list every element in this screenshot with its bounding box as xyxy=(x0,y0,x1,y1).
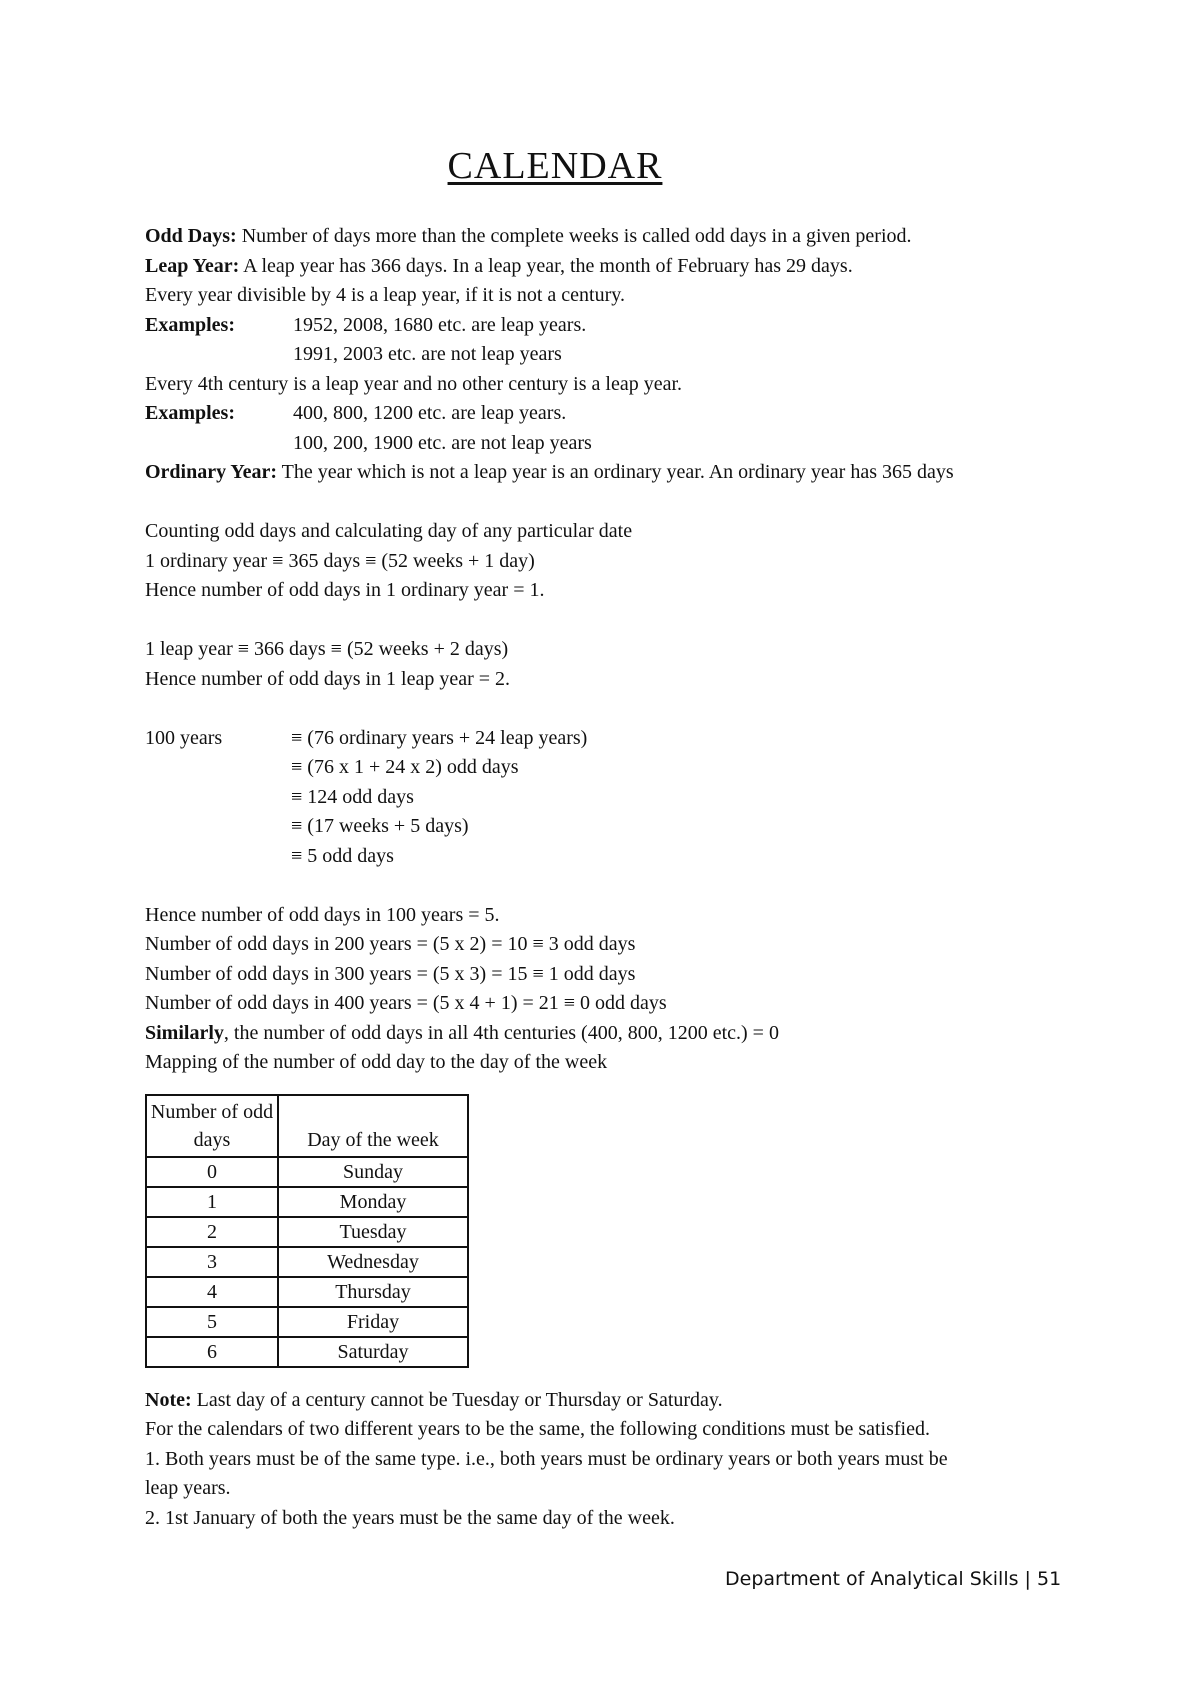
ordinary-year-label: Ordinary Year: xyxy=(145,461,278,483)
note-text: Last day of a century cannot be Tuesday or Thursday or Saturday. xyxy=(191,1388,723,1411)
odd-days-definition xyxy=(145,222,1105,252)
ordinary-year-text: The year which is not a leap year is an ordinary year. An ordinary year has 365 days xyxy=(277,461,954,483)
column-header-odd-days: Number of odd days xyxy=(146,1095,278,1157)
leap-rule-1: Every year divisible by 4 is a leap year, if it is not a century. xyxy=(145,284,625,306)
ordinary-year-equation: 1 ordinary year ≡ 365 days ≡ (52 weeks + 1 day) xyxy=(145,549,535,572)
table-header-row xyxy=(146,1095,468,1157)
leap-year-label: Leap Year: xyxy=(145,254,240,277)
odd-days-cell: 6 xyxy=(146,1337,278,1367)
century-step xyxy=(145,783,1105,813)
century-step-text: ≡ (17 weeks + 5 days) xyxy=(291,815,469,837)
mapping-intro: Mapping of the number of odd day to the day of the week xyxy=(145,1051,608,1073)
examples-text: 100, 200, 1900 etc. are not leap years xyxy=(293,431,592,454)
leap-year-definition xyxy=(145,252,1105,282)
century-step-text: ≡ (76 x 1 + 24 x 2) odd days xyxy=(291,756,519,778)
leap-year-equation: 1 leap year ≡ 366 days ≡ (52 weeks + 2 days) xyxy=(145,638,509,660)
page-footer: Department of Analytical Skills | 51 xyxy=(725,1568,1062,1590)
column-header-day: Day of the week xyxy=(278,1095,468,1157)
century-step-text: ≡ 124 odd days xyxy=(291,785,414,808)
odd-days-cell: 3 xyxy=(146,1247,278,1277)
odd-days-label: Odd Days: xyxy=(145,225,237,247)
day-cell: Monday xyxy=(278,1187,468,1217)
century-step xyxy=(145,724,1105,754)
odd-days-cell: 0 xyxy=(146,1157,278,1187)
condition-intro: For the calendars of two different years to be the same, the following conditions must be satisfied. xyxy=(145,1418,930,1440)
odd-days-300-years: Number of odd days in 300 years = (5 x 3) = 15 ≡ 1 odd days xyxy=(145,962,636,985)
condition-1: 1. Both years must be of the same type. i.e., both years must be ordinary years or both years must be xyxy=(145,1447,948,1470)
condition-1-continued: leap years. xyxy=(145,1477,231,1499)
century-result: Hence number of odd days in 100 years = 5. xyxy=(145,903,500,926)
century-label: 100 years xyxy=(145,726,223,749)
similarly-text: , the number of odd days in all 4th centuries (400, 800, 1200 etc.) = 0 xyxy=(223,1021,779,1044)
century-step xyxy=(145,842,1105,872)
odd-days-cell: 2 xyxy=(146,1217,278,1247)
examples-line-3 xyxy=(145,399,1105,429)
odd-days-cell: 4 xyxy=(146,1277,278,1307)
day-cell: Friday xyxy=(278,1307,468,1337)
examples-text: 1952, 2008, 1680 etc. are leap years. xyxy=(293,313,587,336)
page-title: CALENDAR xyxy=(447,145,663,187)
table-row xyxy=(146,1187,468,1217)
table-row xyxy=(146,1217,468,1247)
table-row xyxy=(146,1157,468,1187)
odd-days-cell: 1 xyxy=(146,1187,278,1217)
table-row xyxy=(146,1277,468,1307)
examples-label: Examples: xyxy=(145,313,235,336)
day-cell: Wednesday xyxy=(278,1247,468,1277)
similarly-label: Similarly xyxy=(145,1021,224,1044)
century-step-text: ≡ (76 ordinary years + 24 leap years) xyxy=(291,726,588,749)
odd-days-text: Number of days more than the complete weeks is called odd days in a given period. xyxy=(236,225,912,247)
condition-2: 2. 1st January of both the years must be the same day of the week. xyxy=(145,1506,675,1529)
century-step xyxy=(145,753,1105,783)
odd-days-mapping-table xyxy=(145,1094,469,1368)
day-cell: Thursday xyxy=(278,1277,468,1307)
examples-text: 400, 800, 1200 etc. are leap years. xyxy=(293,402,567,424)
leap-year-result: Hence number of odd days in 1 leap year = 2. xyxy=(145,667,511,690)
examples-label: Examples: xyxy=(145,402,235,424)
odd-days-cell: 5 xyxy=(146,1307,278,1337)
counting-heading: Counting odd days and calculating day of any particular date xyxy=(145,520,633,542)
document-body xyxy=(145,222,1105,1533)
examples-line-2 xyxy=(145,340,1105,370)
examples-text: 1991, 2003 etc. are not leap years xyxy=(293,343,562,365)
table-row xyxy=(146,1247,468,1277)
examples-line-1 xyxy=(145,311,1105,341)
day-cell: Saturday xyxy=(278,1337,468,1367)
odd-days-200-years: Number of odd days in 200 years = (5 x 2) = 10 ≡ 3 odd days xyxy=(145,933,636,955)
similarly-line xyxy=(145,1019,1105,1049)
century-step-text: ≡ 5 odd days xyxy=(291,844,394,867)
odd-days-400-years: Number of odd days in 400 years = (5 x 4 + 1) = 21 ≡ 0 odd days xyxy=(145,992,667,1014)
ordinary-year-result: Hence number of odd days in 1 ordinary year = 1. xyxy=(145,579,545,601)
leap-rule-2: Every 4th century is a leap year and no other century is a leap year. xyxy=(145,372,683,395)
day-cell: Tuesday xyxy=(278,1217,468,1247)
day-cell: Sunday xyxy=(278,1157,468,1187)
note-line xyxy=(145,1386,1105,1416)
ordinary-year-definition xyxy=(145,458,1105,488)
leap-year-text: A leap year has 366 days. In a leap year, the month of February has 29 days. xyxy=(239,254,853,277)
table-row xyxy=(146,1307,468,1337)
table-row xyxy=(146,1337,468,1367)
note-label: Note: xyxy=(145,1388,192,1411)
century-step xyxy=(145,812,1105,842)
examples-line-4 xyxy=(145,429,1105,459)
